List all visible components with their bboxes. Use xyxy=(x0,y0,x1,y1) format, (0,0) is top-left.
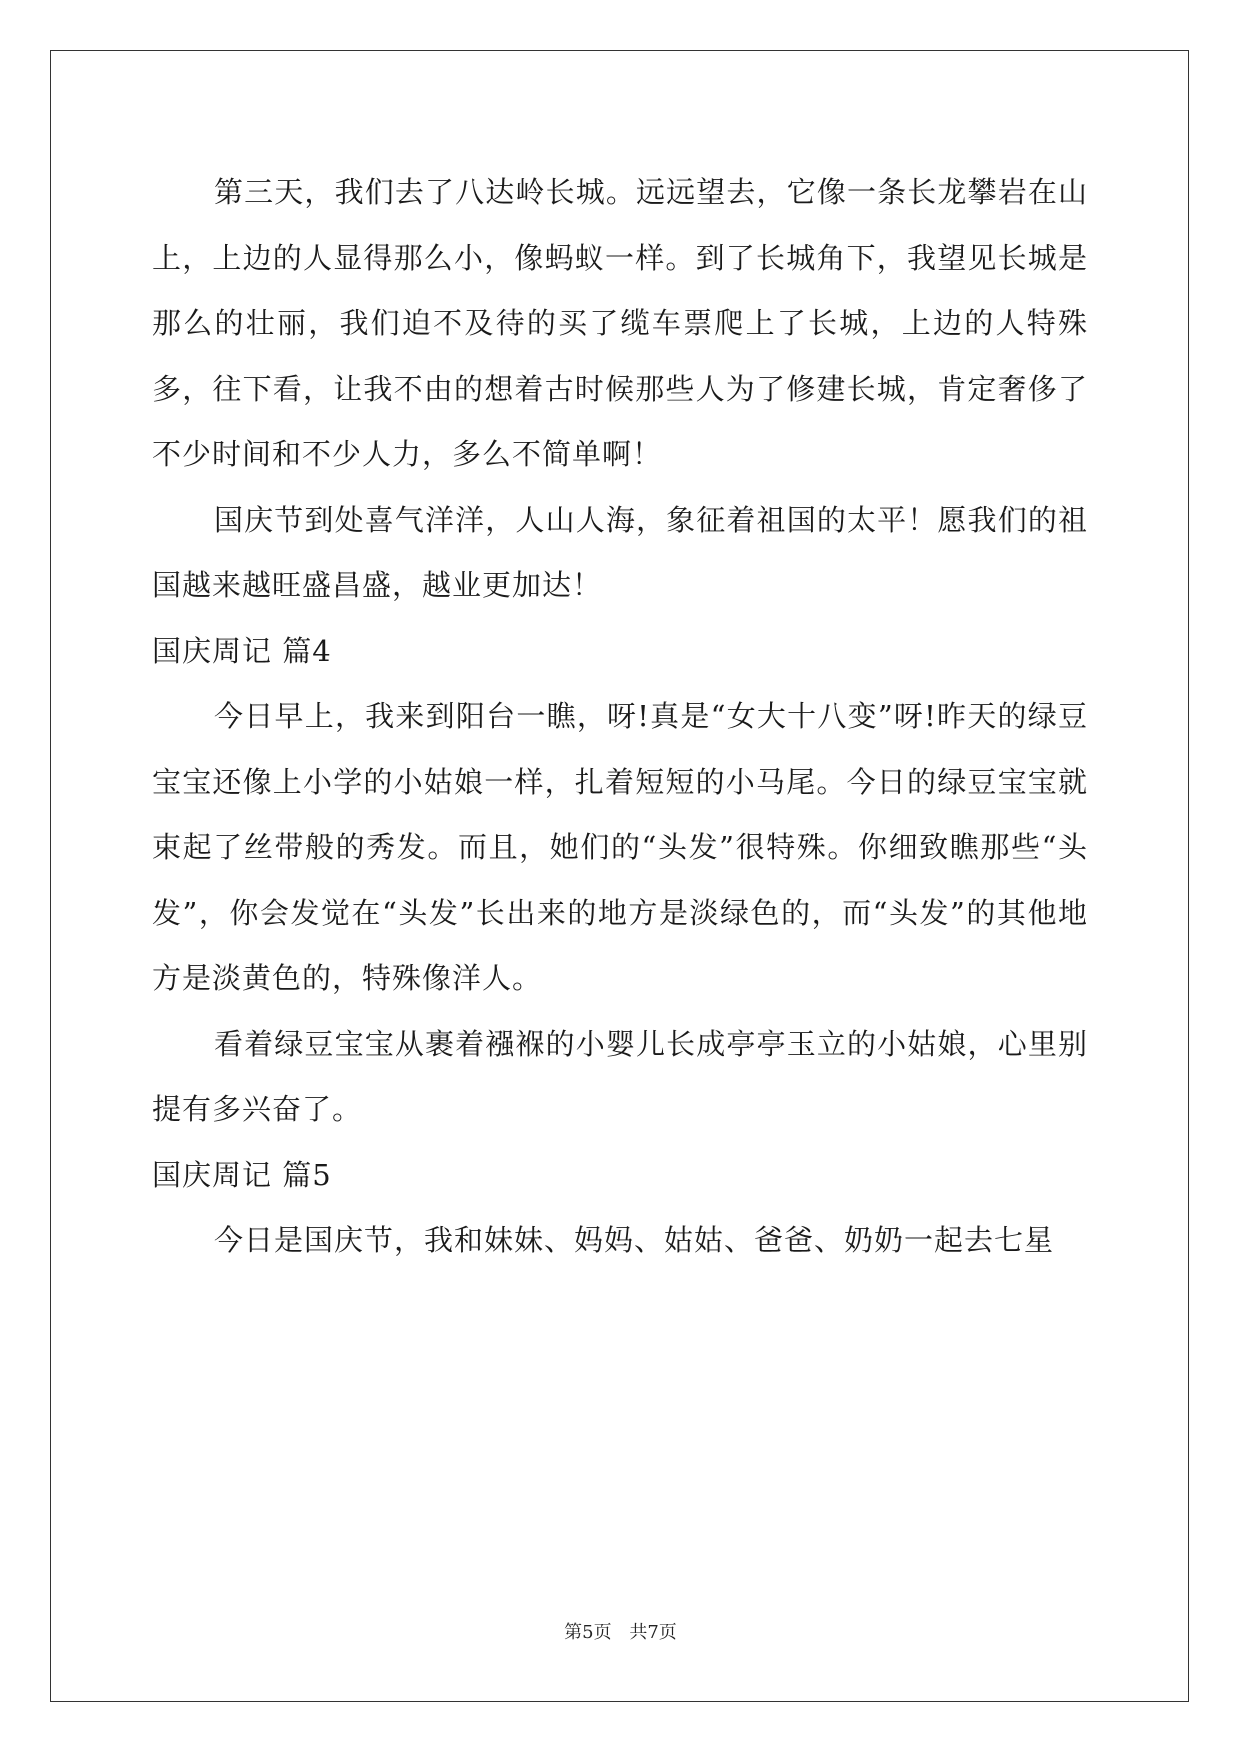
paragraph-national-day-trip: 今日是国庆节，我和妹妹、妈妈、姑姑、爸爸、奶奶一起去七星 xyxy=(214,1223,1055,1257)
paragraph-mung-bean: 今日早上，我来到阳台一瞧，呀!真是“女大十八变”呀!昨天的绿豆宝宝还像上小学的小姑娘一样，扎着短短的小马尾。今日的绿豆宝宝就束起了丝带般的秀发。而且，她们的“头发”很特殊。你细致瞧那些“头发”，你会发觉在“头发”长出来的地方是淡绿色的，而“头发”的其他地方是淡黄色的，特殊像洋人。 xyxy=(152,699,1088,995)
page-total: 共7页 xyxy=(629,1622,677,1643)
section-heading-4: 国庆周记 篇4 xyxy=(152,633,332,668)
paragraph-great-wall: 第三天，我们去了八达岭长城。远远望去，它像一条长龙攀岩在山上，上边的人显得那么小，像蚂蚁一样。到了长城角下，我望见长城是那么的壮丽，我们迫不及待的买了缆车票爬上了长城，上边的人特殊多，往下看，让我不由的想着古时候那些人为了修建长城，肯定奢侈了不少时间和不少人力，多么不简单啊！ xyxy=(152,175,1088,471)
page-footer xyxy=(0,1618,1241,1644)
page-number: 第5页 xyxy=(564,1622,612,1643)
paragraph-happy: 看着绿豆宝宝从裹着襁褓的小婴儿长成亭亭玉立的小姑娘，心里别提有多兴奋了。 xyxy=(152,1026,1088,1126)
document-body xyxy=(152,160,1088,1274)
paragraph-national-day: 国庆节到处喜气洋洋，人山人海，象征着祖国的太平！愿我们的祖国越来越旺盛昌盛，越业更加达！ xyxy=(152,502,1088,602)
section-heading-5: 国庆周记 篇5 xyxy=(152,1157,332,1192)
